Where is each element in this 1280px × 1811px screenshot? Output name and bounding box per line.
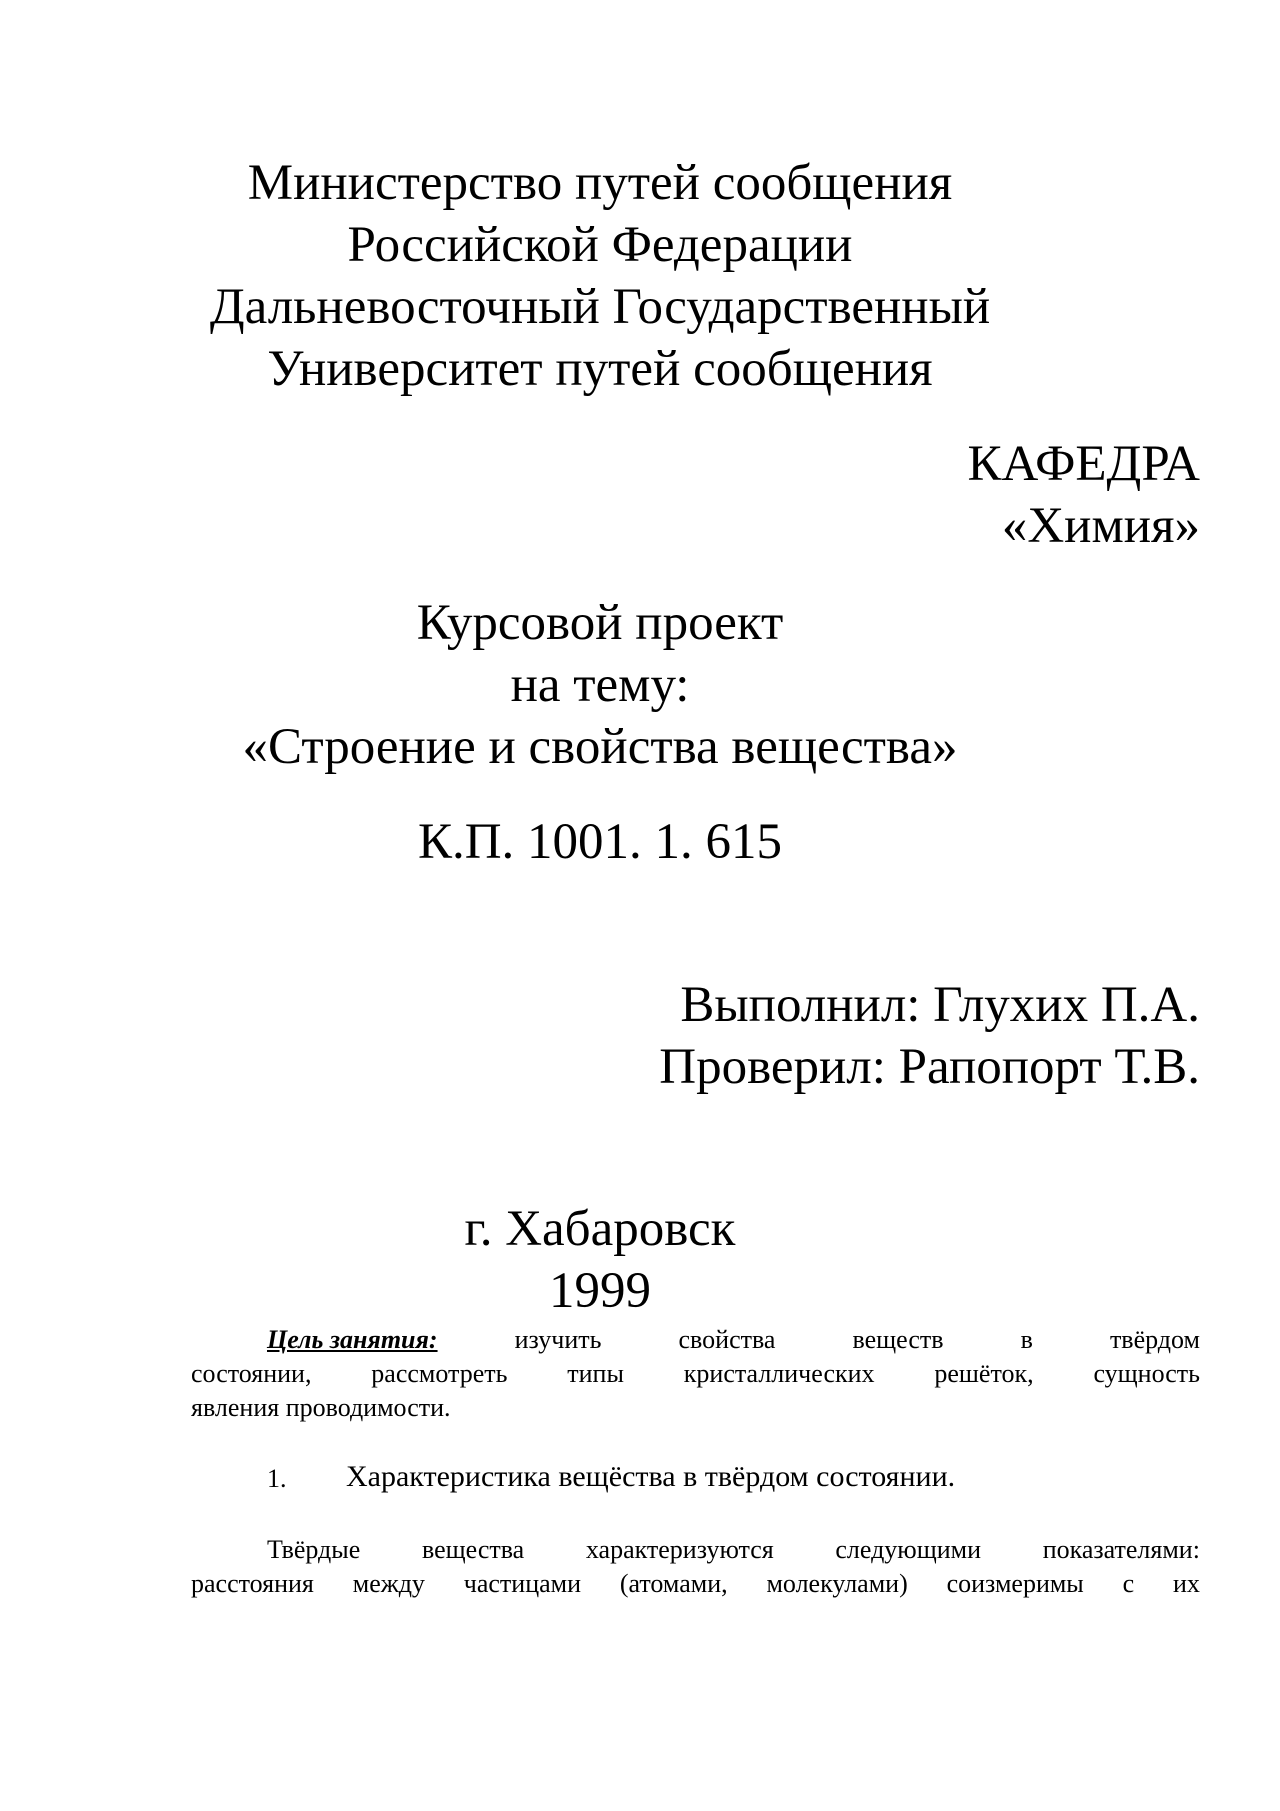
goal-word: рассмотреть	[371, 1359, 508, 1388]
paragraph-word: (атомами,	[619, 1569, 728, 1598]
section-number: 1.	[267, 1464, 287, 1493]
goal-label: Цель занятия:	[267, 1325, 438, 1354]
paragraph-word: расстояния	[191, 1569, 314, 1598]
project-topic: «Строение и свойства вещества»	[242, 719, 958, 775]
goal-word: сущность	[1093, 1359, 1200, 1388]
performed-by: Выполнил: Глухих П.А.	[680, 977, 1200, 1033]
paragraph-word: между	[352, 1569, 425, 1598]
ministry-line-1: Министерство путей сообщения	[247, 155, 953, 211]
goal-line-2	[191, 1357, 1200, 1391]
goal-word: веществ	[852, 1325, 944, 1354]
paragraph-word: частицами	[463, 1569, 582, 1598]
goal-word: состоянии,	[191, 1359, 312, 1388]
paragraph-word: с	[1122, 1569, 1135, 1598]
paragraph-word: следующими	[835, 1535, 982, 1564]
goal-word: твёрдом	[1109, 1325, 1200, 1354]
goal-word: в	[1020, 1325, 1033, 1354]
paragraph-word: вещества	[421, 1535, 525, 1564]
paragraph-word: соизмеримы	[946, 1569, 1084, 1598]
goal-word: решёток,	[934, 1359, 1034, 1388]
paragraph-word: молекулами)	[766, 1569, 908, 1598]
paragraph-word: Твёрдые	[267, 1535, 361, 1564]
department-name: «Химия»	[1001, 498, 1200, 554]
university-line-1: Дальневосточный Государственный	[209, 279, 991, 335]
goal-word: кристаллических	[683, 1359, 875, 1388]
goal-word: изучить	[514, 1325, 602, 1354]
project-code: К.П. 1001. 1. 615	[417, 814, 783, 870]
section-title: Характеристика вещёства в твёрдом состоянии.	[346, 1460, 956, 1493]
paragraph-word: их	[1173, 1569, 1200, 1598]
year: 1999	[549, 1263, 651, 1319]
project-topic-prefix: на тему:	[510, 657, 690, 713]
goal-word: типы	[567, 1359, 624, 1388]
goal-line-1	[267, 1323, 1200, 1357]
department-title: КАФЕДРА	[967, 436, 1200, 492]
paragraph-line-1	[267, 1533, 1200, 1567]
checked-by: Проверил: Рапопорт Т.В.	[659, 1039, 1200, 1095]
goal-word: свойства	[678, 1325, 776, 1354]
city: г. Хабаровск	[464, 1201, 736, 1257]
university-line-2: Университет путей сообщения	[267, 341, 933, 397]
project-type: Курсовой проект	[416, 595, 784, 651]
goal-line-3: явления проводимости.	[191, 1393, 451, 1422]
paragraph-line-2	[191, 1567, 1200, 1601]
ministry-line-2: Российской Федерации	[347, 217, 853, 273]
paragraph-word: показателями:	[1042, 1535, 1200, 1564]
paragraph-word: характеризуются	[585, 1535, 774, 1564]
